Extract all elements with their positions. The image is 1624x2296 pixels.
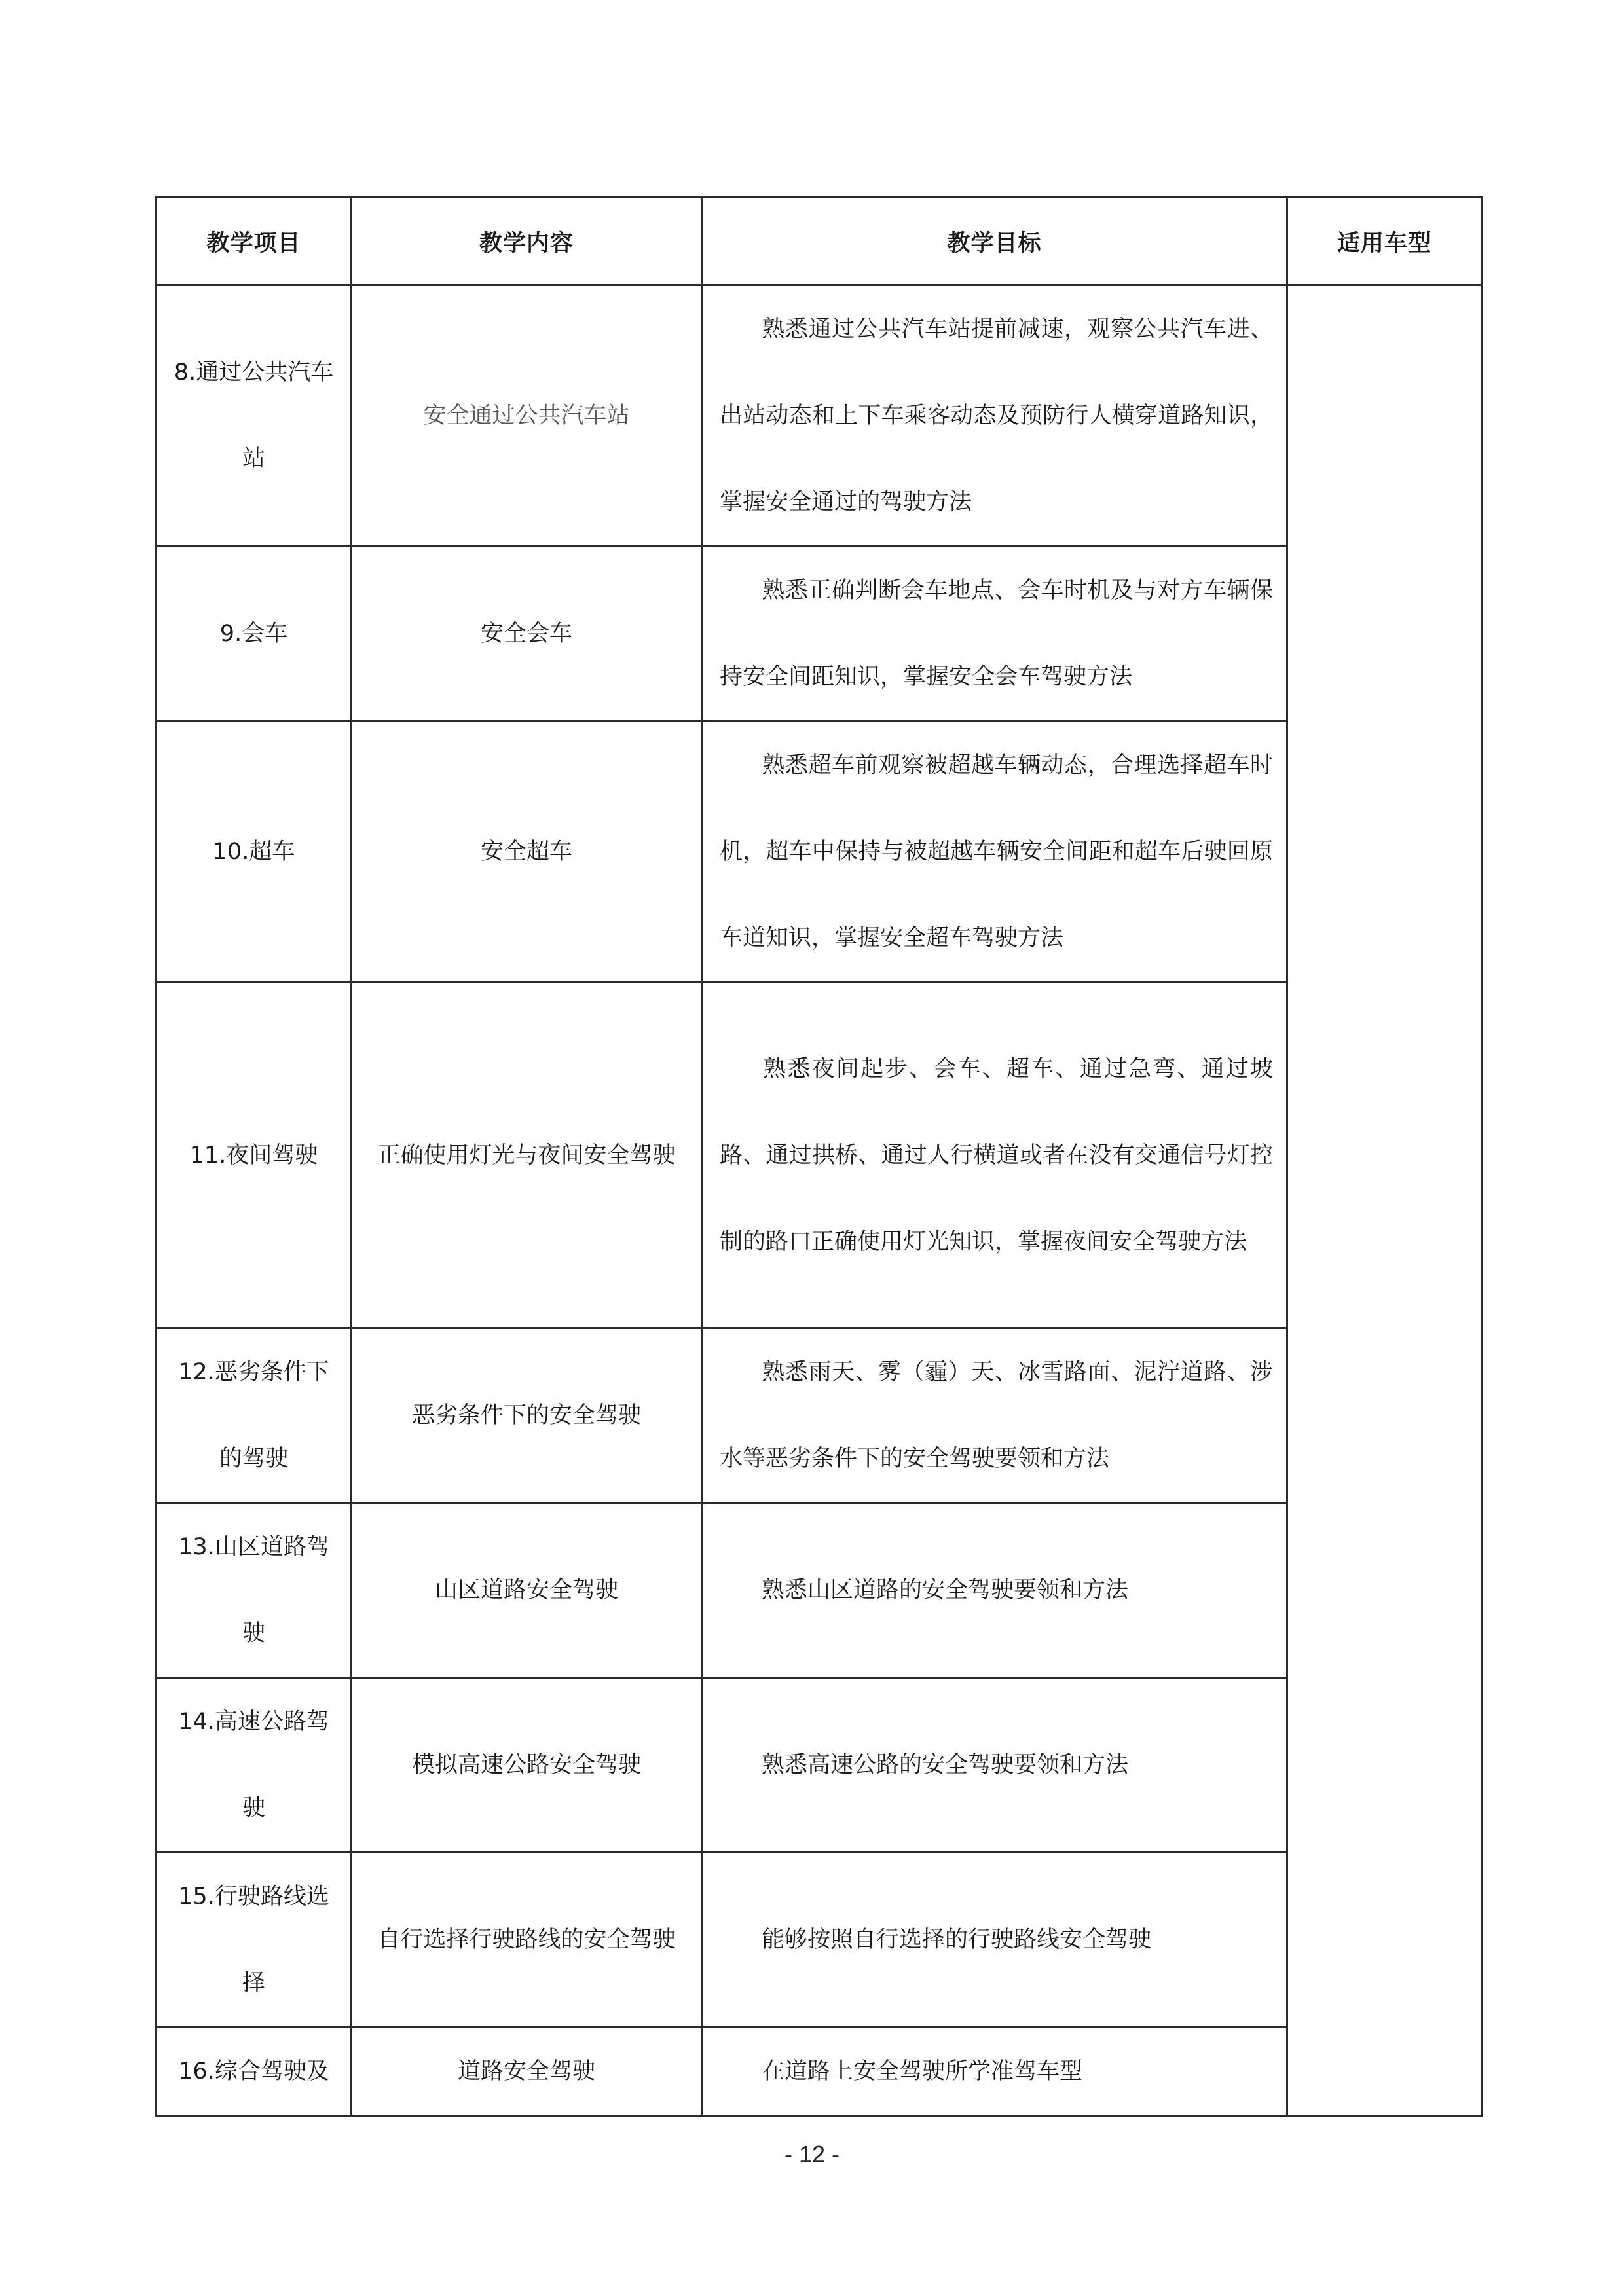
- page-number: - 12 -: [784, 2141, 840, 2168]
- row-objective: [702, 2028, 1287, 2116]
- row-content: 安全会车: [352, 547, 702, 721]
- table-row: [157, 721, 1482, 983]
- row-content: 模拟高速公路安全驾驶: [352, 1678, 702, 1853]
- row-objective: [702, 1328, 1287, 1503]
- row-project: 10.超车: [157, 721, 352, 983]
- row-objective-text: 熟悉高速公路的安全驾驶要领和方法: [762, 1752, 1129, 1778]
- row-project: 9.会车: [157, 547, 352, 721]
- row-project: 14.高速公路驾驶: [157, 1678, 352, 1853]
- row-objective-text: 能够按照自行选择的行驶路线安全驾驶: [762, 1927, 1152, 1953]
- row-objective-text: 熟悉超车前观察被超越车辆动态，合理选择超车时机，超车中保持与被超越车辆安全间距和超车后驶回原车道知识，掌握安全超车驾驶方法: [720, 752, 1273, 951]
- row-content: 恶劣条件下的安全驾驶: [352, 1328, 702, 1503]
- row-content: 山区道路安全驾驶: [352, 1503, 702, 1678]
- row-objective: [702, 983, 1287, 1328]
- syllabus-table: [155, 196, 1483, 2117]
- row-objective-text: 熟悉正确判断会车地点、会车时机及与对方车辆保持安全间距知识，掌握安全会车驾驶方法: [720, 577, 1273, 690]
- header-objective: 教学目标: [702, 198, 1287, 285]
- row-project: 13.山区道路驾驶: [157, 1503, 352, 1678]
- row-content: 正确使用灯光与夜间安全驾驶: [352, 983, 702, 1328]
- row-content: 道路安全驾驶: [352, 2028, 702, 2116]
- table-row: [157, 1328, 1482, 1503]
- header-vehicle: 适用车型: [1287, 198, 1482, 285]
- row-objective-text: 熟悉雨天、雾（霾）天、冰雪路面、泥泞道路、涉水等恶劣条件下的安全驾驶要领和方法: [720, 1359, 1273, 1472]
- row-project: 11.夜间驾驶: [157, 983, 352, 1328]
- vehicle-type-cell: [1287, 285, 1482, 2116]
- header-content: 教学内容: [352, 198, 702, 285]
- table-row: [157, 1853, 1482, 2028]
- row-project: 8.通过公共汽车站: [157, 285, 352, 547]
- row-objective: [702, 1678, 1287, 1853]
- row-content: 安全超车: [352, 721, 702, 983]
- row-objective-text: 熟悉通过公共汽车站提前减速，观察公共汽车进、出站动态和上下车乘客动态及预防行人横穿道路知识，掌握安全通过的驾驶方法: [720, 316, 1273, 515]
- row-objective: [702, 1503, 1287, 1678]
- row-objective-text: 在道路上安全驾驶所学准驾车型: [762, 2058, 1083, 2085]
- header-project: 教学项目: [157, 198, 352, 285]
- table-row: [157, 2028, 1482, 2116]
- row-project: 12.恶劣条件下的驾驶: [157, 1328, 352, 1503]
- table-row: [157, 1503, 1482, 1678]
- row-objective-text: 熟悉夜间起步、会车、超车、通过急弯、通过坡路、通过拱桥、通过人行横道或者在没有交通信号灯控制的路口正确使用灯光知识，掌握夜间安全驾驶方法: [720, 1055, 1273, 1255]
- table-row: [157, 1678, 1482, 1853]
- row-project: 16.综合驾驶及: [157, 2028, 352, 2116]
- row-objective-text: 熟悉山区道路的安全驾驶要领和方法: [762, 1577, 1129, 1603]
- table-header-row: [157, 198, 1482, 285]
- row-project: 15.行驶路线选择: [157, 1853, 352, 2028]
- row-objective: [702, 547, 1287, 721]
- table-row: [157, 547, 1482, 721]
- row-content: 安全通过公共汽车站: [352, 285, 702, 547]
- row-objective: [702, 285, 1287, 547]
- row-objective: [702, 721, 1287, 983]
- table-row: [157, 983, 1482, 1328]
- table-row: [157, 285, 1482, 547]
- row-objective: [702, 1853, 1287, 2028]
- row-content: 自行选择行驶路线的安全驾驶: [352, 1853, 702, 2028]
